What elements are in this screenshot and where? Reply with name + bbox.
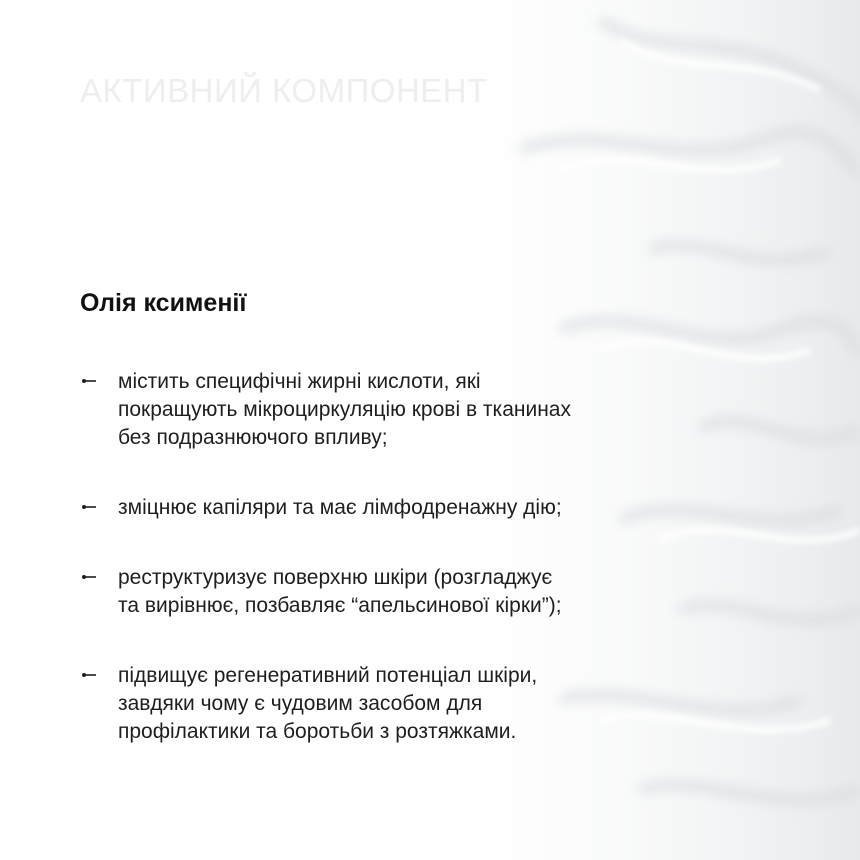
list-item-text: підвищує регенеративний потенціал шкіри, завдяки чому є чудовим засобом для профілактики та боротьби з розтяжками. <box>118 664 538 743</box>
list-item <box>80 662 720 746</box>
list-item <box>80 368 720 452</box>
list-item <box>80 564 720 620</box>
arrow-left-icon <box>80 564 102 592</box>
list-item-text: зміцнює капіляри та має лімфодренажну дію; <box>118 496 562 519</box>
benefits-list <box>80 368 720 788</box>
arrow-left-icon <box>80 368 102 396</box>
list-item-text: реструктуризує поверхню шкіри (розгладжує та вирівнює, позбавляє “апельсинової кірки”); <box>118 566 562 617</box>
list-item-text: містить специфічні жирні кислоти, які покращують мікроциркуляцію крові в тканинах без подразнюючого впливу; <box>118 370 571 449</box>
arrow-left-icon <box>80 662 102 690</box>
ingredient-title: Олія ксименії <box>80 289 247 317</box>
arrow-left-icon <box>80 494 102 522</box>
section-eyebrow: АКТИВНИЙ КОМПОНЕНТ <box>80 72 488 109</box>
list-item <box>80 494 720 522</box>
